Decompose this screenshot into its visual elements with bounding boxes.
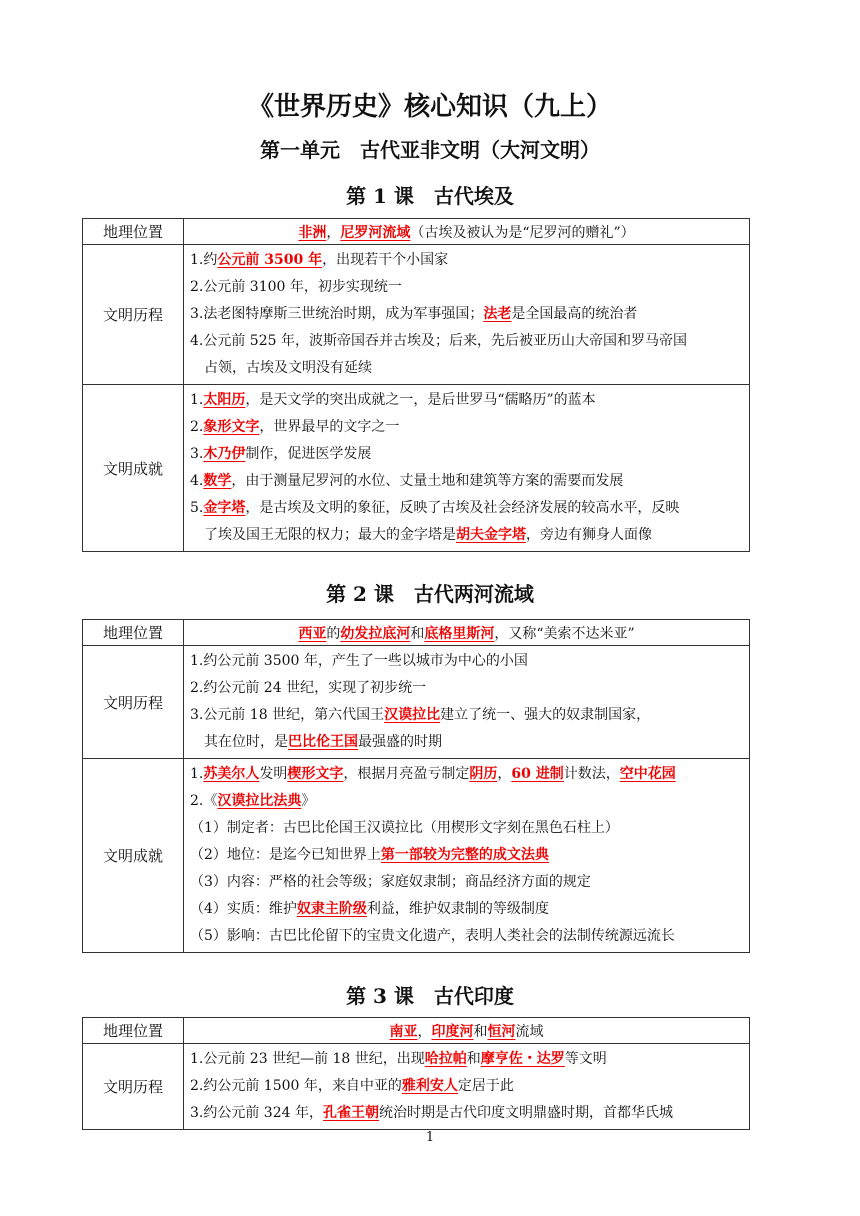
text-segment: ，又称“美索不达米亚” [494, 625, 635, 642]
history-content [184, 1044, 750, 1130]
keyword-highlight: 金字塔 [203, 500, 246, 516]
geo-label: 地理位置 [83, 620, 184, 646]
text-segment: ， [326, 224, 341, 241]
keyword-highlight: 印度河 [431, 1023, 474, 1040]
keyword-highlight: 摩亨佐・达罗 [480, 1051, 565, 1067]
text-segment: 占领，古埃及文明没有延续 [190, 360, 372, 376]
lesson-3-title: 第 3 课 古代印度 [346, 984, 514, 1008]
keyword-highlight: 哈拉帕 [424, 1051, 467, 1067]
text-segment: 5. [190, 500, 204, 516]
text-segment: ， [497, 766, 512, 782]
content-line [190, 1073, 743, 1100]
text-segment: 2.约公元前 1500 年，来自中亚的 [190, 1078, 402, 1094]
text-segment: ，是古埃及文明的象征，反映了古埃及社会经济发展的较高水平，反映 [245, 500, 680, 516]
keyword-highlight: 南亚 [389, 1023, 418, 1040]
keyword-highlight: 巴比伦王国 [288, 734, 358, 750]
document-title: 《世界历史》核心知识（九上） [247, 92, 612, 122]
keyword-highlight: 胡夫金字塔 [456, 527, 526, 543]
geo-label: 地理位置 [83, 1018, 184, 1044]
geo-label: 地理位置 [83, 219, 184, 245]
keyword-highlight: 木乃伊 [203, 446, 246, 462]
keyword-highlight: 阴历 [469, 766, 498, 782]
unit-title: 第一单元 古代亚非文明（大河文明） [260, 138, 600, 162]
content-line [190, 1046, 743, 1073]
achievement-content [184, 759, 750, 953]
text-segment: 利益，维护奴隶制的等级制度 [366, 901, 549, 917]
content-line [190, 675, 743, 702]
achievement-content [184, 385, 750, 552]
content-line [190, 328, 743, 355]
text-segment: 2.公元前 3100 年，初步实现统一 [190, 279, 402, 295]
geo-content [184, 620, 750, 646]
text-segment: 4. [190, 473, 204, 489]
text-segment: 1.约公元前 3500 年，产生了一些以城市为中心的小国 [190, 653, 528, 669]
keyword-highlight: 苏美尔人 [203, 766, 260, 782]
keyword-highlight: 60 进制 [511, 766, 564, 782]
content-line [190, 247, 743, 274]
text-segment: 2.《 [190, 793, 218, 809]
content-line [190, 387, 743, 414]
text-segment: 定居于此 [457, 1078, 514, 1094]
content-line [190, 468, 743, 495]
text-segment: （4）实质：维护 [190, 901, 297, 917]
content-line [190, 869, 743, 896]
content-line [190, 788, 743, 815]
text-segment: （3）内容：严格的社会等级；家庭奴隶制；商品经济方面的规定 [190, 874, 591, 890]
content-line [190, 896, 743, 923]
text-segment: 是全国最高的统治者 [511, 306, 638, 322]
keyword-highlight: 幼发拉底河 [340, 625, 411, 642]
text-segment: ，世界最早的文字之一 [259, 419, 400, 435]
geo-content [184, 1018, 750, 1044]
text-segment: ，根据月亮盈亏制定 [343, 766, 470, 782]
text-segment: 制作，促进医学发展 [245, 446, 372, 462]
keyword-highlight: 孔雀王朝 [322, 1105, 379, 1121]
text-segment: （古埃及被认为是“尼罗河的赠礼”） [410, 224, 635, 241]
content-line [190, 522, 743, 549]
content-line [190, 441, 743, 468]
text-segment: ，旁边有狮身人面像 [526, 527, 652, 543]
text-segment: 2.约公元前 24 世纪，实现了初步统一 [190, 680, 427, 696]
content-line [190, 842, 743, 869]
keyword-highlight: 雅利安人 [401, 1078, 458, 1094]
text-segment: ，是天文学的突出成就之一，是后世罗马“儒略历”的蓝本 [245, 392, 596, 408]
keyword-highlight: 法老 [483, 306, 512, 322]
text-segment: 1. [190, 392, 204, 408]
content-line [190, 1100, 743, 1127]
text-segment: （5）影响：古巴比伦留下的宝贵文化遗产，表明人类社会的法制传统源远流长 [190, 928, 675, 944]
history-label: 文明历程 [83, 1044, 184, 1130]
text-segment: ，出现若干个小国家 [322, 252, 449, 268]
keyword-highlight: 空中花园 [619, 766, 676, 782]
history-label: 文明历程 [83, 245, 184, 385]
content-line [190, 648, 743, 675]
geo-content [184, 219, 750, 245]
text-segment: 4.公元前 525 年，波斯帝国吞并古埃及；后来，先后被亚历山大帝国和罗马帝国 [190, 333, 687, 349]
history-content [184, 646, 750, 759]
content-line [190, 301, 743, 328]
content-line [190, 495, 743, 522]
text-segment: 统治时期是古代印度文明鼎盛时期，首都华氏城 [378, 1105, 673, 1121]
text-segment: ，由于测量尼罗河的水位、丈量土地和建筑等方案的需要而发展 [231, 473, 624, 489]
lesson-1-title: 第 1 课 古代埃及 [346, 184, 514, 208]
lesson-2-table [82, 619, 750, 953]
text-segment: ， [417, 1023, 432, 1040]
text-segment: 2. [190, 419, 204, 435]
text-segment: 1.公元前 23 世纪—前 18 世纪，出现 [190, 1051, 425, 1067]
keyword-highlight: 奴隶主阶级 [296, 901, 367, 917]
text-segment: 发明 [259, 766, 288, 782]
text-segment: 3.法老图特摩斯三世统治时期，成为军事强国； [190, 306, 484, 322]
content-line [190, 355, 743, 382]
keyword-highlight: 公元前 3500 年 [217, 252, 323, 268]
keyword-highlight: 恒河 [487, 1023, 516, 1040]
page-number: 1 [425, 1130, 435, 1145]
text-segment: 等文明 [564, 1051, 607, 1067]
content-line [190, 815, 743, 842]
achievement-label: 文明成就 [83, 759, 184, 953]
history-content [184, 245, 750, 385]
keyword-highlight: 象形文字 [203, 419, 260, 435]
text-segment: 和 [466, 1051, 481, 1067]
text-segment: 的 [326, 625, 341, 642]
history-label: 文明历程 [83, 646, 184, 759]
text-segment: 计数法， [563, 766, 620, 782]
keyword-highlight: 楔形文字 [287, 766, 344, 782]
keyword-highlight: 太阳历 [203, 392, 246, 408]
text-segment: 1.约 [190, 252, 218, 268]
keyword-highlight: 数学 [203, 473, 232, 489]
lesson-3-table [82, 1017, 750, 1130]
content-line [190, 274, 743, 301]
content-line [190, 702, 743, 729]
text-segment: 1. [190, 766, 204, 782]
keyword-highlight: 非洲 [298, 224, 327, 241]
text-segment: 》 [301, 793, 316, 809]
text-segment: 3. [190, 446, 204, 462]
text-segment: 和 [473, 1023, 488, 1040]
text-segment: （2）地位：是迄今已知世界上 [190, 847, 381, 863]
text-segment: 了埃及国王无限的权力；最大的金字塔是 [190, 527, 456, 543]
content-line [190, 729, 743, 756]
keyword-highlight: 底格里斯河 [424, 625, 495, 642]
lesson-2-title: 第 2 课 古代两河流域 [326, 582, 534, 606]
achievement-label: 文明成就 [83, 385, 184, 552]
text-segment: 建立了统一、强大的奴隶制国家， [440, 707, 651, 723]
text-segment: （1）制定者：古巴比伦国王汉谟拉比（用楔形文字刻在黑色石柱上） [190, 820, 619, 836]
text-segment: 3.公元前 18 世纪，第六代国王 [190, 707, 385, 723]
text-segment: 其在位时，是 [190, 734, 288, 750]
keyword-highlight: 汉谟拉比 [384, 707, 441, 723]
content-line [190, 414, 743, 441]
keyword-highlight: 西亚 [298, 625, 327, 642]
keyword-highlight: 尼罗河流域 [340, 224, 411, 241]
content-line [190, 923, 743, 950]
keyword-highlight: 汉谟拉比法典 [217, 793, 302, 809]
text-segment: 流域 [515, 1023, 544, 1040]
lesson-1-table [82, 218, 750, 552]
content-line [190, 761, 743, 788]
text-segment: 3.约公元前 324 年， [190, 1105, 323, 1121]
text-segment: 和 [410, 625, 425, 642]
text-segment: 最强盛的时期 [358, 734, 442, 750]
keyword-highlight: 第一部较为完整的成文法典 [380, 847, 549, 863]
